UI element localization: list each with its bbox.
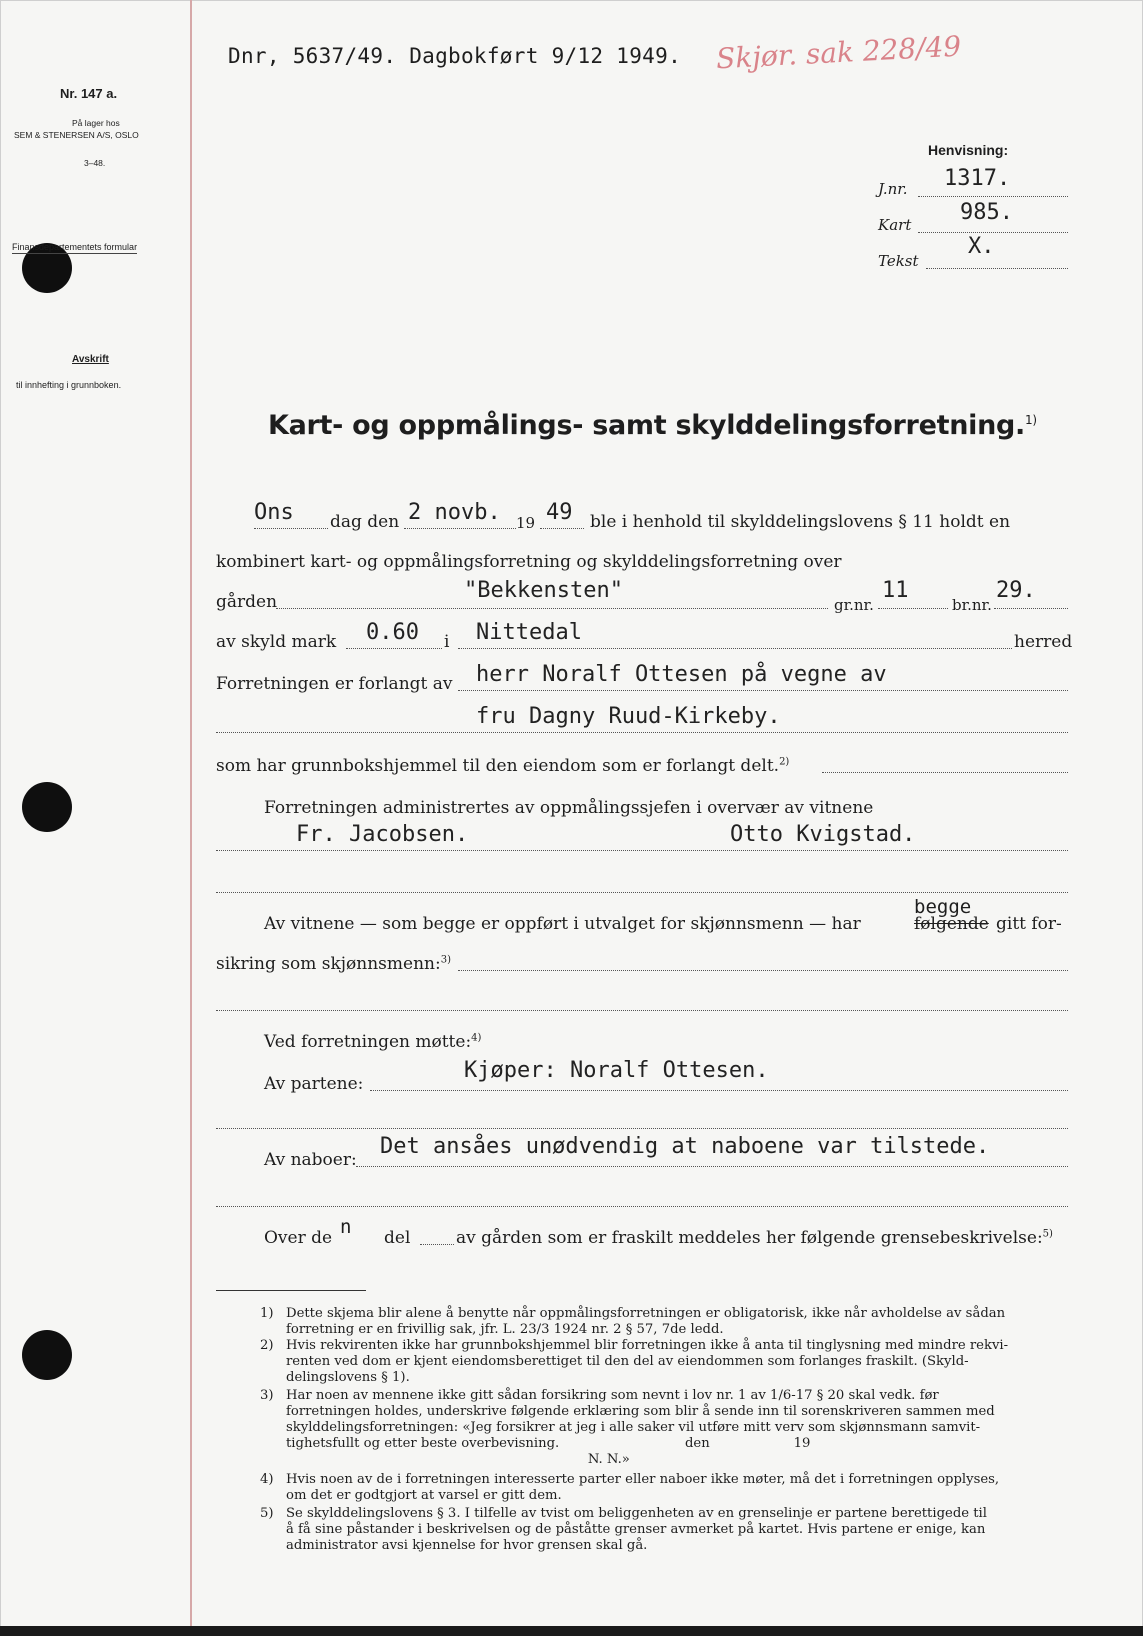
garden-line bbox=[276, 608, 828, 609]
neighbours-value: Det ansåes unødvendig at naboene var tilstede. bbox=[380, 1134, 990, 1159]
over-den-label: Over de bbox=[264, 1228, 333, 1248]
copy-note: til innhefting i grunnboken. bbox=[16, 380, 122, 390]
boundary-text bbox=[456, 1228, 1053, 1248]
footnote-3-num: 3) bbox=[260, 1388, 274, 1403]
year-value: 49 bbox=[546, 500, 573, 525]
tekst-label: Tekst bbox=[878, 252, 919, 270]
footnote-5 bbox=[260, 1506, 1070, 1554]
requested-line-2 bbox=[216, 732, 1068, 733]
neighbours-label: Av naboer: bbox=[264, 1150, 357, 1170]
footnote-5-line: Se skylddelingslovens § 3. I tilfelle av tvist om beliggenheten av en grenselinje er partene berettigede til bbox=[286, 1506, 987, 1521]
form-number: Nr. 147 a. bbox=[60, 86, 118, 101]
garden-label: gården bbox=[216, 592, 278, 612]
grunnbok-footnote-ref: 2) bbox=[779, 756, 790, 768]
witness-2: Otto Kvigstad. bbox=[730, 822, 916, 847]
brnr-value: 29. bbox=[996, 578, 1036, 603]
parties-label: Av partene: bbox=[264, 1074, 364, 1094]
footnote-2-num: 2) bbox=[260, 1338, 274, 1353]
kart-value: 985. bbox=[960, 200, 1013, 225]
footnote-2-line: Hvis rekvirenten ikke har grunnbokshjemmel blir forretningen ikke å anta til tinglysning med mindre rekvi- bbox=[286, 1338, 1009, 1353]
del-label: del bbox=[384, 1228, 411, 1248]
printed-date: 3–48. bbox=[84, 158, 106, 168]
footnote-5-line: administrator avsi kjennelse for hvor grensen skal gå. bbox=[286, 1538, 648, 1553]
weekday-value: Ons bbox=[254, 500, 294, 525]
punch-hole bbox=[22, 1330, 72, 1380]
document-title bbox=[268, 410, 1037, 441]
grunnbok-line bbox=[216, 756, 789, 776]
requested-label: Forretningen er forlangt av bbox=[216, 674, 453, 694]
copy-label: Avskrift bbox=[72, 354, 109, 365]
parties-line bbox=[370, 1090, 1068, 1091]
requested-value-2: fru Dagny Ruud-Kirkeby. bbox=[476, 704, 781, 729]
footnote-2 bbox=[260, 1338, 1070, 1386]
dag-den-label: dag den bbox=[330, 512, 400, 532]
footnote-5-line: å få sine påstander i beskrivelsen og de påståtte grenser avmerket på kartet. Hvis partene er enige, kan bbox=[286, 1522, 986, 1537]
farm-name: "Bekkensten" bbox=[464, 578, 623, 603]
grnr-label: gr.nr. bbox=[834, 596, 874, 614]
brnr-label: br.nr. bbox=[952, 596, 992, 614]
oath-line-dots bbox=[458, 970, 1068, 971]
boundary-footnote-ref: 5) bbox=[1042, 1228, 1053, 1240]
municipality-value: Nittedal bbox=[476, 620, 582, 645]
reference-heading: Henvisning: bbox=[928, 142, 1009, 158]
kart-label: Kart bbox=[878, 216, 912, 234]
requested-line-1 bbox=[458, 690, 1068, 691]
footnote-4-line: Hvis noen av de i forretningen interesserte parter eller naboer ikke møter, må det i forretningen opplyses, bbox=[286, 1472, 1000, 1487]
punch-hole bbox=[22, 782, 72, 832]
oath-line-2 bbox=[216, 954, 451, 974]
printer-line-1: På lager hos bbox=[72, 118, 120, 128]
footnote-3-line: forretningen holdes, underskrive følgende erklæring som blir å sende inn til sorenskriveren sammen med bbox=[286, 1404, 995, 1419]
printer-line-2: SEM & STENERSEN A/S, OSLO bbox=[14, 130, 139, 140]
date-value: 2 novb. bbox=[408, 500, 501, 525]
witness-1: Fr. Jacobsen. bbox=[296, 822, 469, 847]
year-line bbox=[540, 528, 584, 529]
herred-label: herred bbox=[1014, 632, 1073, 652]
oath-line-2-text: sikring som skjønnsmenn: bbox=[216, 954, 441, 974]
footnote-1 bbox=[260, 1306, 1070, 1338]
tekst-line bbox=[926, 268, 1068, 269]
footnote-3-line: tighetsfullt og etter beste overbevisning. den 19 bbox=[286, 1436, 811, 1451]
oath-footnote-ref: 3) bbox=[440, 954, 451, 966]
footnote-1-line: forretning er en frivillig sak, jfr. L. 23/3 1924 nr. 2 § 57, 7de ledd. bbox=[286, 1322, 724, 1337]
footnote-3-line: N. N.» bbox=[286, 1452, 630, 1467]
oath-line-1b: gitt for- bbox=[996, 914, 1062, 934]
margin-rule bbox=[190, 0, 192, 1636]
witness-line-2 bbox=[216, 892, 1068, 893]
intro-line-2: kombinert kart- og oppmålingsforretning og skylddelingsforretning over bbox=[216, 552, 842, 572]
skyld-value: 0.60 bbox=[366, 620, 419, 645]
weekday-line bbox=[254, 528, 328, 529]
footnote-2-line: delingslovens § 1). bbox=[286, 1370, 410, 1385]
jnr-label: J.nr. bbox=[878, 180, 908, 198]
title-text: Kart- og oppmålings- samt skylddelingsforretning. bbox=[268, 410, 1025, 441]
footnote-4-num: 4) bbox=[260, 1472, 274, 1487]
grunnbok-dots bbox=[822, 772, 1068, 773]
date-line bbox=[404, 528, 516, 529]
footnote-1-line: Dette skjema blir alene å benytte når oppmålingsforretningen er obligatorisk, ikke når avholdelse av sådan bbox=[286, 1306, 1006, 1321]
skyld-i: i bbox=[444, 632, 450, 652]
tekst-value: X. bbox=[968, 234, 995, 259]
registry-stamp: Dnr, 5637/49. Dagbokført 9/12 1949. bbox=[228, 44, 682, 68]
jnr-line bbox=[918, 196, 1068, 197]
skyld-label: av skyld mark bbox=[216, 632, 337, 652]
year-prefix: 19 bbox=[516, 514, 536, 532]
inserted-word: begge bbox=[914, 896, 972, 918]
handwritten-n: n bbox=[340, 1216, 352, 1238]
neighbours-line-2 bbox=[216, 1206, 1068, 1207]
parties-line-2 bbox=[216, 1128, 1068, 1129]
administered-text: Forretningen administrertes av oppmålingssjefen i overvær av vitnene bbox=[264, 798, 874, 818]
ministry-form-label: Finansdepartementets formular bbox=[12, 242, 138, 252]
footnote-rule bbox=[216, 1290, 366, 1291]
scan-edge bbox=[0, 1626, 1143, 1636]
title-footnote-ref: 1) bbox=[1024, 413, 1037, 427]
witness-line bbox=[216, 850, 1068, 851]
municipality-line bbox=[458, 648, 1012, 649]
attended-label bbox=[264, 1032, 481, 1052]
grnr-value: 11 bbox=[882, 578, 909, 603]
struck-word: følgende bbox=[914, 914, 989, 934]
footnote-3 bbox=[260, 1388, 1070, 1468]
footnote-1-num: 1) bbox=[260, 1306, 274, 1321]
intro-text: ble i henhold til skylddelingslovens § 11 holdt en bbox=[590, 512, 1011, 532]
grunnbok-text: som har grunnbokshjemmel til den eiendom som er forlangt delt. bbox=[216, 756, 780, 776]
oath-line-1a: Av vitnene — som begge er oppført i utvalget for skjønnsmenn — har bbox=[264, 914, 861, 934]
boundary-rest: av gården som er fraskilt meddeles her følgende grensebeskrivelse: bbox=[456, 1228, 1043, 1248]
parties-value: Kjøper: Noralf Ottesen. bbox=[464, 1058, 769, 1083]
footnote-4 bbox=[260, 1472, 1070, 1504]
kart-line bbox=[918, 232, 1068, 233]
footnote-5-num: 5) bbox=[260, 1506, 274, 1521]
jnr-value: 1317. bbox=[944, 166, 1011, 191]
grnr-line bbox=[878, 608, 948, 609]
attended-label-text: Ved forretningen møtte: bbox=[264, 1032, 472, 1052]
footnote-3-line: skylddelingsforretningen: «Jeg forsikrer at jeg i alle saker vil utføre mitt verv som skjønnsmann samvit- bbox=[286, 1420, 981, 1435]
handwritten-case-note: Skjør. sak 228/49 bbox=[715, 29, 962, 76]
del-line bbox=[420, 1244, 454, 1245]
footnote-2-line: renten ved dom er kjent eiendomsberettiget til den del av eiendommen som forlanges fraskilt. (Skyld- bbox=[286, 1354, 969, 1369]
footnote-4-line: om det er godtgjort at varsel er gitt dem. bbox=[286, 1488, 562, 1503]
brnr-line bbox=[994, 608, 1068, 609]
requested-value-1: herr Noralf Ottesen på vegne av bbox=[476, 662, 887, 687]
skyld-line bbox=[346, 648, 442, 649]
neighbours-line bbox=[356, 1166, 1068, 1167]
oath-line-dots-2 bbox=[216, 1010, 1068, 1011]
footnote-3-line: Har noen av mennene ikke gitt sådan forsikring som nevnt i lov nr. 1 av 1/6-17 § 20 skal vedk. før bbox=[286, 1388, 939, 1403]
attended-footnote-ref: 4) bbox=[471, 1032, 482, 1044]
